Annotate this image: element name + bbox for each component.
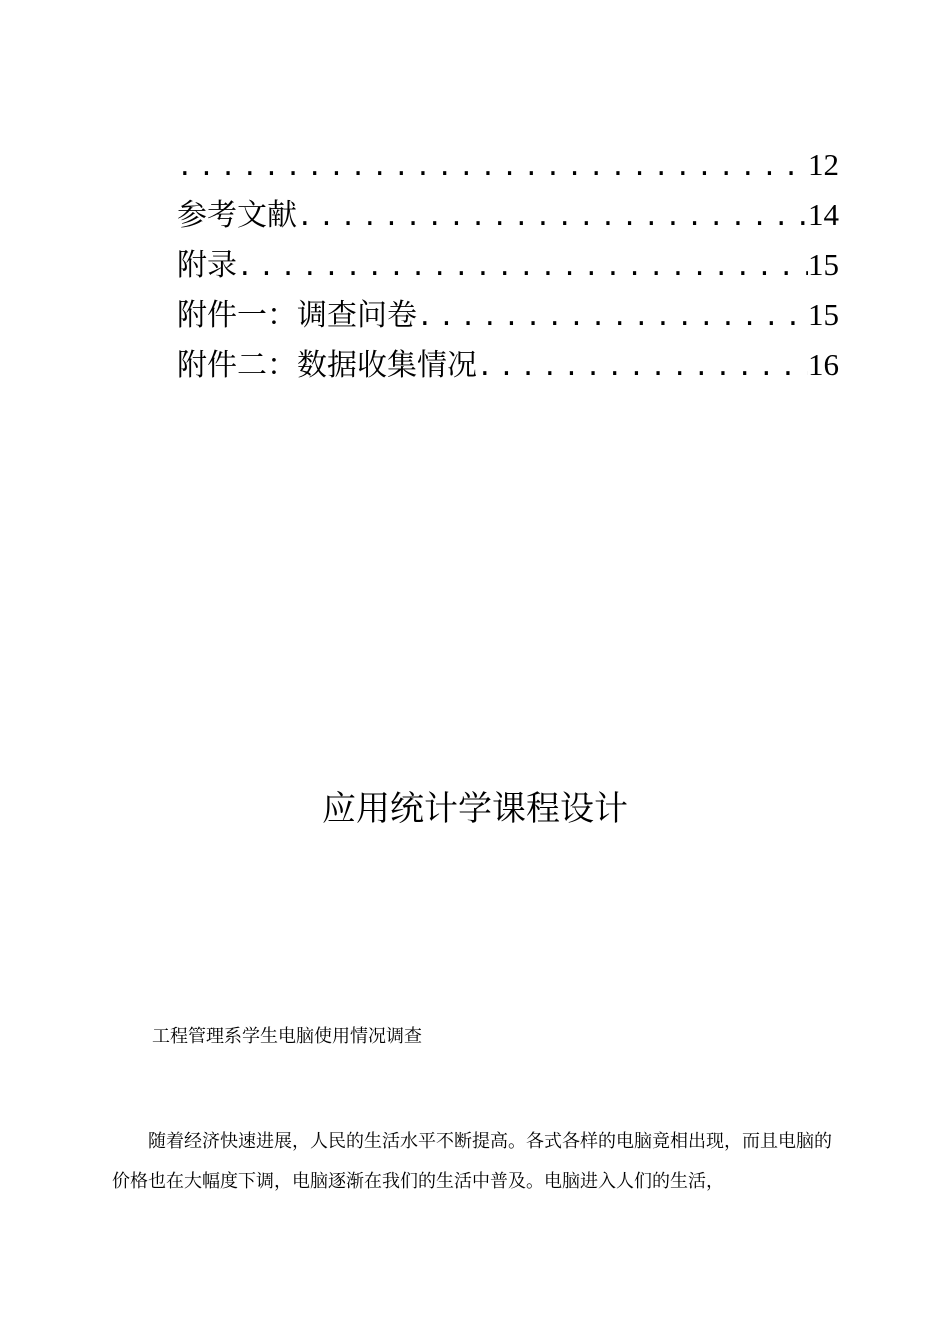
toc-entry-page: 16 — [808, 347, 839, 382]
toc-entry-title: 附件二：数据收集情况 — [177, 348, 477, 383]
toc-entry — [177, 340, 839, 390]
toc-dot-leader — [297, 192, 808, 242]
toc-entry-page: 12 — [808, 147, 839, 182]
toc-entry-title: 附件一：调查问卷 — [177, 298, 417, 333]
toc-dot-leader — [237, 242, 808, 292]
toc-entry — [177, 240, 839, 290]
toc-entry-title: 参考文献 — [177, 198, 297, 233]
document-subtitle: 工程管理系学生电脑使用情况调查 — [152, 1026, 422, 1047]
document-title: 应用统计学课程设计 — [322, 789, 628, 829]
toc-entry-page: 15 — [808, 247, 839, 282]
toc-dot-leader — [417, 292, 808, 342]
table-of-contents — [177, 140, 839, 390]
toc-entry — [177, 290, 839, 340]
toc-entry — [177, 140, 839, 190]
toc-entry-page: 14 — [808, 197, 839, 232]
toc-entry — [177, 190, 839, 240]
toc-entry-page: 15 — [808, 297, 839, 332]
toc-dot-leader — [477, 342, 808, 392]
toc-entry-title: 附录 — [177, 248, 237, 283]
body-paragraph: 随着经济快速进展，人民的生活水平不断提高。各式各样的电脑竟相出现，而且电脑的价格也在大幅度下调，电脑逐渐在我们的生活中普及。电脑进入人们的生活， — [112, 1131, 832, 1192]
toc-dot-leader — [177, 142, 808, 192]
